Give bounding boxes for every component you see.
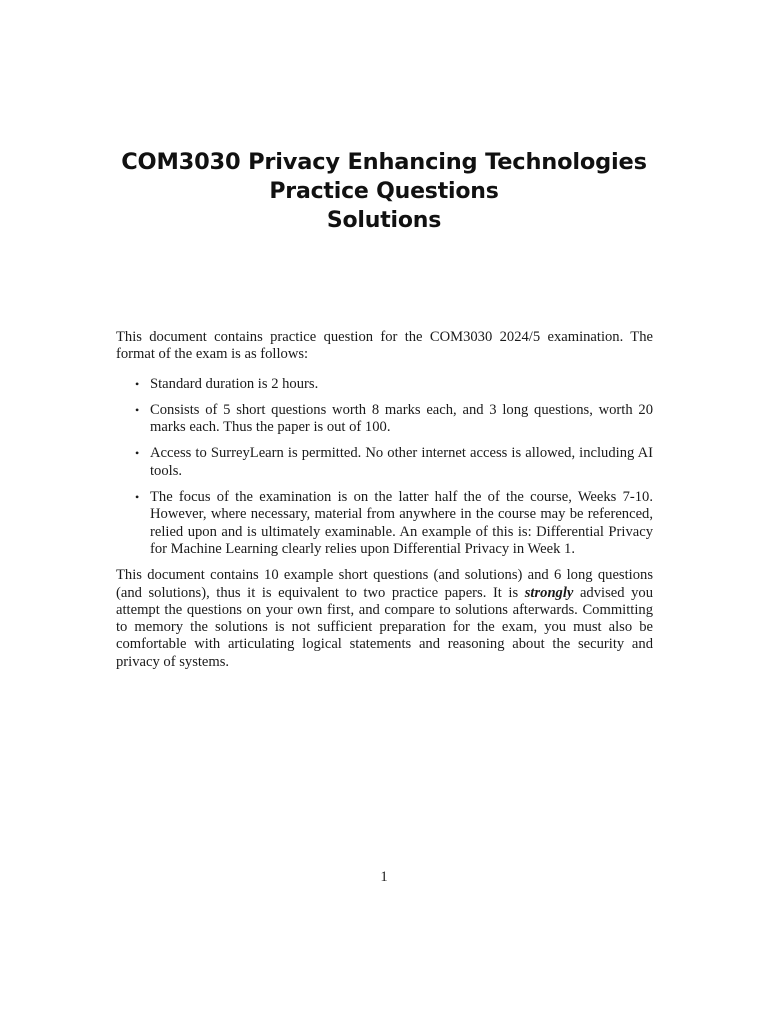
list-item: [135, 489, 653, 558]
bullet-icon: •: [135, 376, 140, 391]
closing-text-end: advised you attempt the questions on your own first, and compare to solutions afterwards. Committing to memory the solutions is not sufficient preparation for the exam, you must also be comfortable with articulating logical statements and reasoning about the security and privacy of systems.: [116, 584, 653, 670]
intro-paragraph: This document contains practice question for the COM3030 2024/5 examination. The format of the exam is as follows:: [116, 329, 653, 363]
emphasis-word: strongly: [524, 584, 574, 601]
list-item: [135, 401, 653, 437]
closing-paragraph: [116, 567, 653, 671]
list-item-text: The focus of the examination is on the latter half the of the course, Weeks 7-10. However, where necessary, material from anywhere in the course may be referenced, relied upon and is ultimately examinable. An example of this is: Differential Privacy for Machine Learning clearly relies upon Differential Privacy in Week 1.: [150, 489, 653, 557]
exam-format-list: [116, 376, 653, 559]
document-title: [0, 148, 768, 235]
list-item-text: Consists of 5 short questions worth 8 marks each, and 3 long questions, worth 20 marks each. Thus the paper is out of 100.: [150, 401, 653, 436]
list-item: [135, 445, 653, 480]
list-item: [135, 375, 653, 393]
bullet-icon: •: [135, 446, 140, 461]
list-item-text: Access to SurreyLearn is permitted. No other internet access is allowed, including AI tools.: [150, 445, 653, 479]
bullet-icon: •: [135, 402, 140, 417]
bullet-icon: •: [135, 490, 140, 505]
title-solutions: Solutions: [326, 208, 442, 233]
document-body: [116, 329, 653, 671]
title-subtitle: Practice Questions: [269, 179, 499, 204]
title-course: COM3030 Privacy Enhancing Technologies: [121, 149, 647, 175]
closing-text-start: This document contains 10 example short questions (and solutions) and 6 long questions (and solutions), thus it is equivalent to two practice papers. It is: [116, 567, 653, 601]
list-item-text: Standard duration is 2 hours.: [150, 375, 319, 392]
page-number: 1: [380, 869, 388, 885]
